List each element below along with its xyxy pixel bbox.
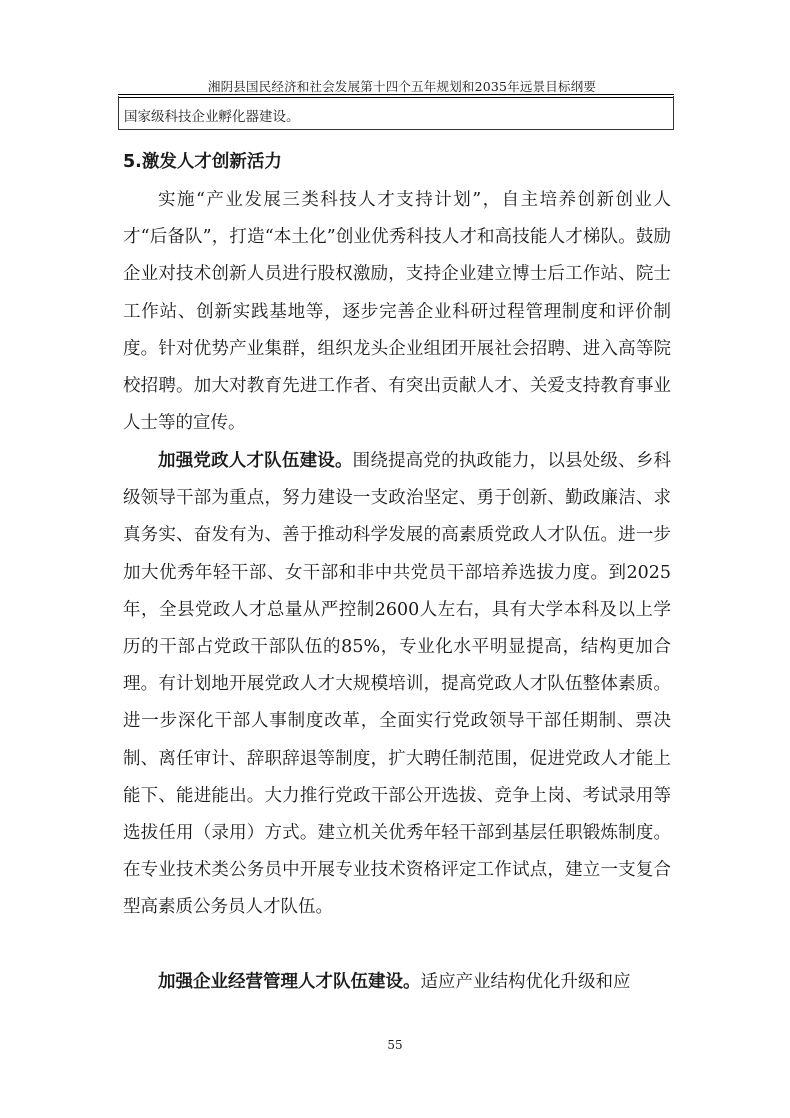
boxed-note-text: 国家级科技企业孵化器建设。 (124, 109, 300, 125)
paragraph-body: 适应产业结构优化升级和应 (420, 972, 631, 992)
paragraph-party-talent (123, 443, 671, 927)
section-title: 5.激发人才创新活力 (123, 152, 282, 172)
paragraph-body: 实施“产业发展三类科技人才支持计划”，自主培养创新创业人才“后备队”，打造“本土化”创业优秀科技人才和高技能人才梯队。鼓励企业对技术创新人员进行股权激励，支持企业建立博士后工作站、院士工作站、创新实践基地等，逐步完善企业科研过程管理制度和评价制度。针对优势产业集群，组织龙头企业组团开展社会招聘、进入高等院校招聘。加大对教育先进工作者、有突出贡献人才、关爱支持教育事业人士等的宣传。 (123, 190, 671, 434)
paragraph-body: 围绕提高党的执政能力，以县处级、乡科级领导干部为重点，努力建设一支政治坚定、勇于创新、勤政廉洁、求真务实、奋发有为、善于推动科学发展的高素质党政人才队伍。进一步加大优秀年轻干部、女干部和非中共党员干部培养选拔力度。到2025年，全县党政人才总量从严控制2600人左右，具有大学本科及以上学历的干部占党政干部队伍的85%，专业化水平明显提高，结构更加合理。有计划地开展党政人才大规模培训，提高党政人才队伍整体素质。进一步深化干部人事制度改革，全面实行党政领导干部任期制、票决制、离任审计、辞职辞退等制度，扩大聘任制范围，促进党政人才能上能下、能进能出。大力推行党政干部公开选拔、竞争上岗、考试录用等选拔任用（录用）方式。建立机关优秀年轻干部到基层任职锻炼制度。在专业技术类公务员中开展专业技术资格评定工作试点，建立一支复合型高素质公务员人才队伍。 (123, 451, 672, 918)
paragraph-enterprise-talent (123, 964, 671, 1001)
header-rule-top (118, 94, 674, 95)
page-number: 55 (387, 1038, 403, 1052)
paragraph-lead: 加强党政人才队伍建设。 (158, 451, 353, 471)
header-title: 湘阴县国民经济和社会发展第十四个五年规划和2035年远景目标纲要 (207, 79, 597, 94)
paragraph-talent-innovation (123, 182, 671, 442)
paragraph-lead: 加强企业经营管理人才队伍建设。 (158, 972, 421, 992)
boxed-note (118, 96, 674, 130)
